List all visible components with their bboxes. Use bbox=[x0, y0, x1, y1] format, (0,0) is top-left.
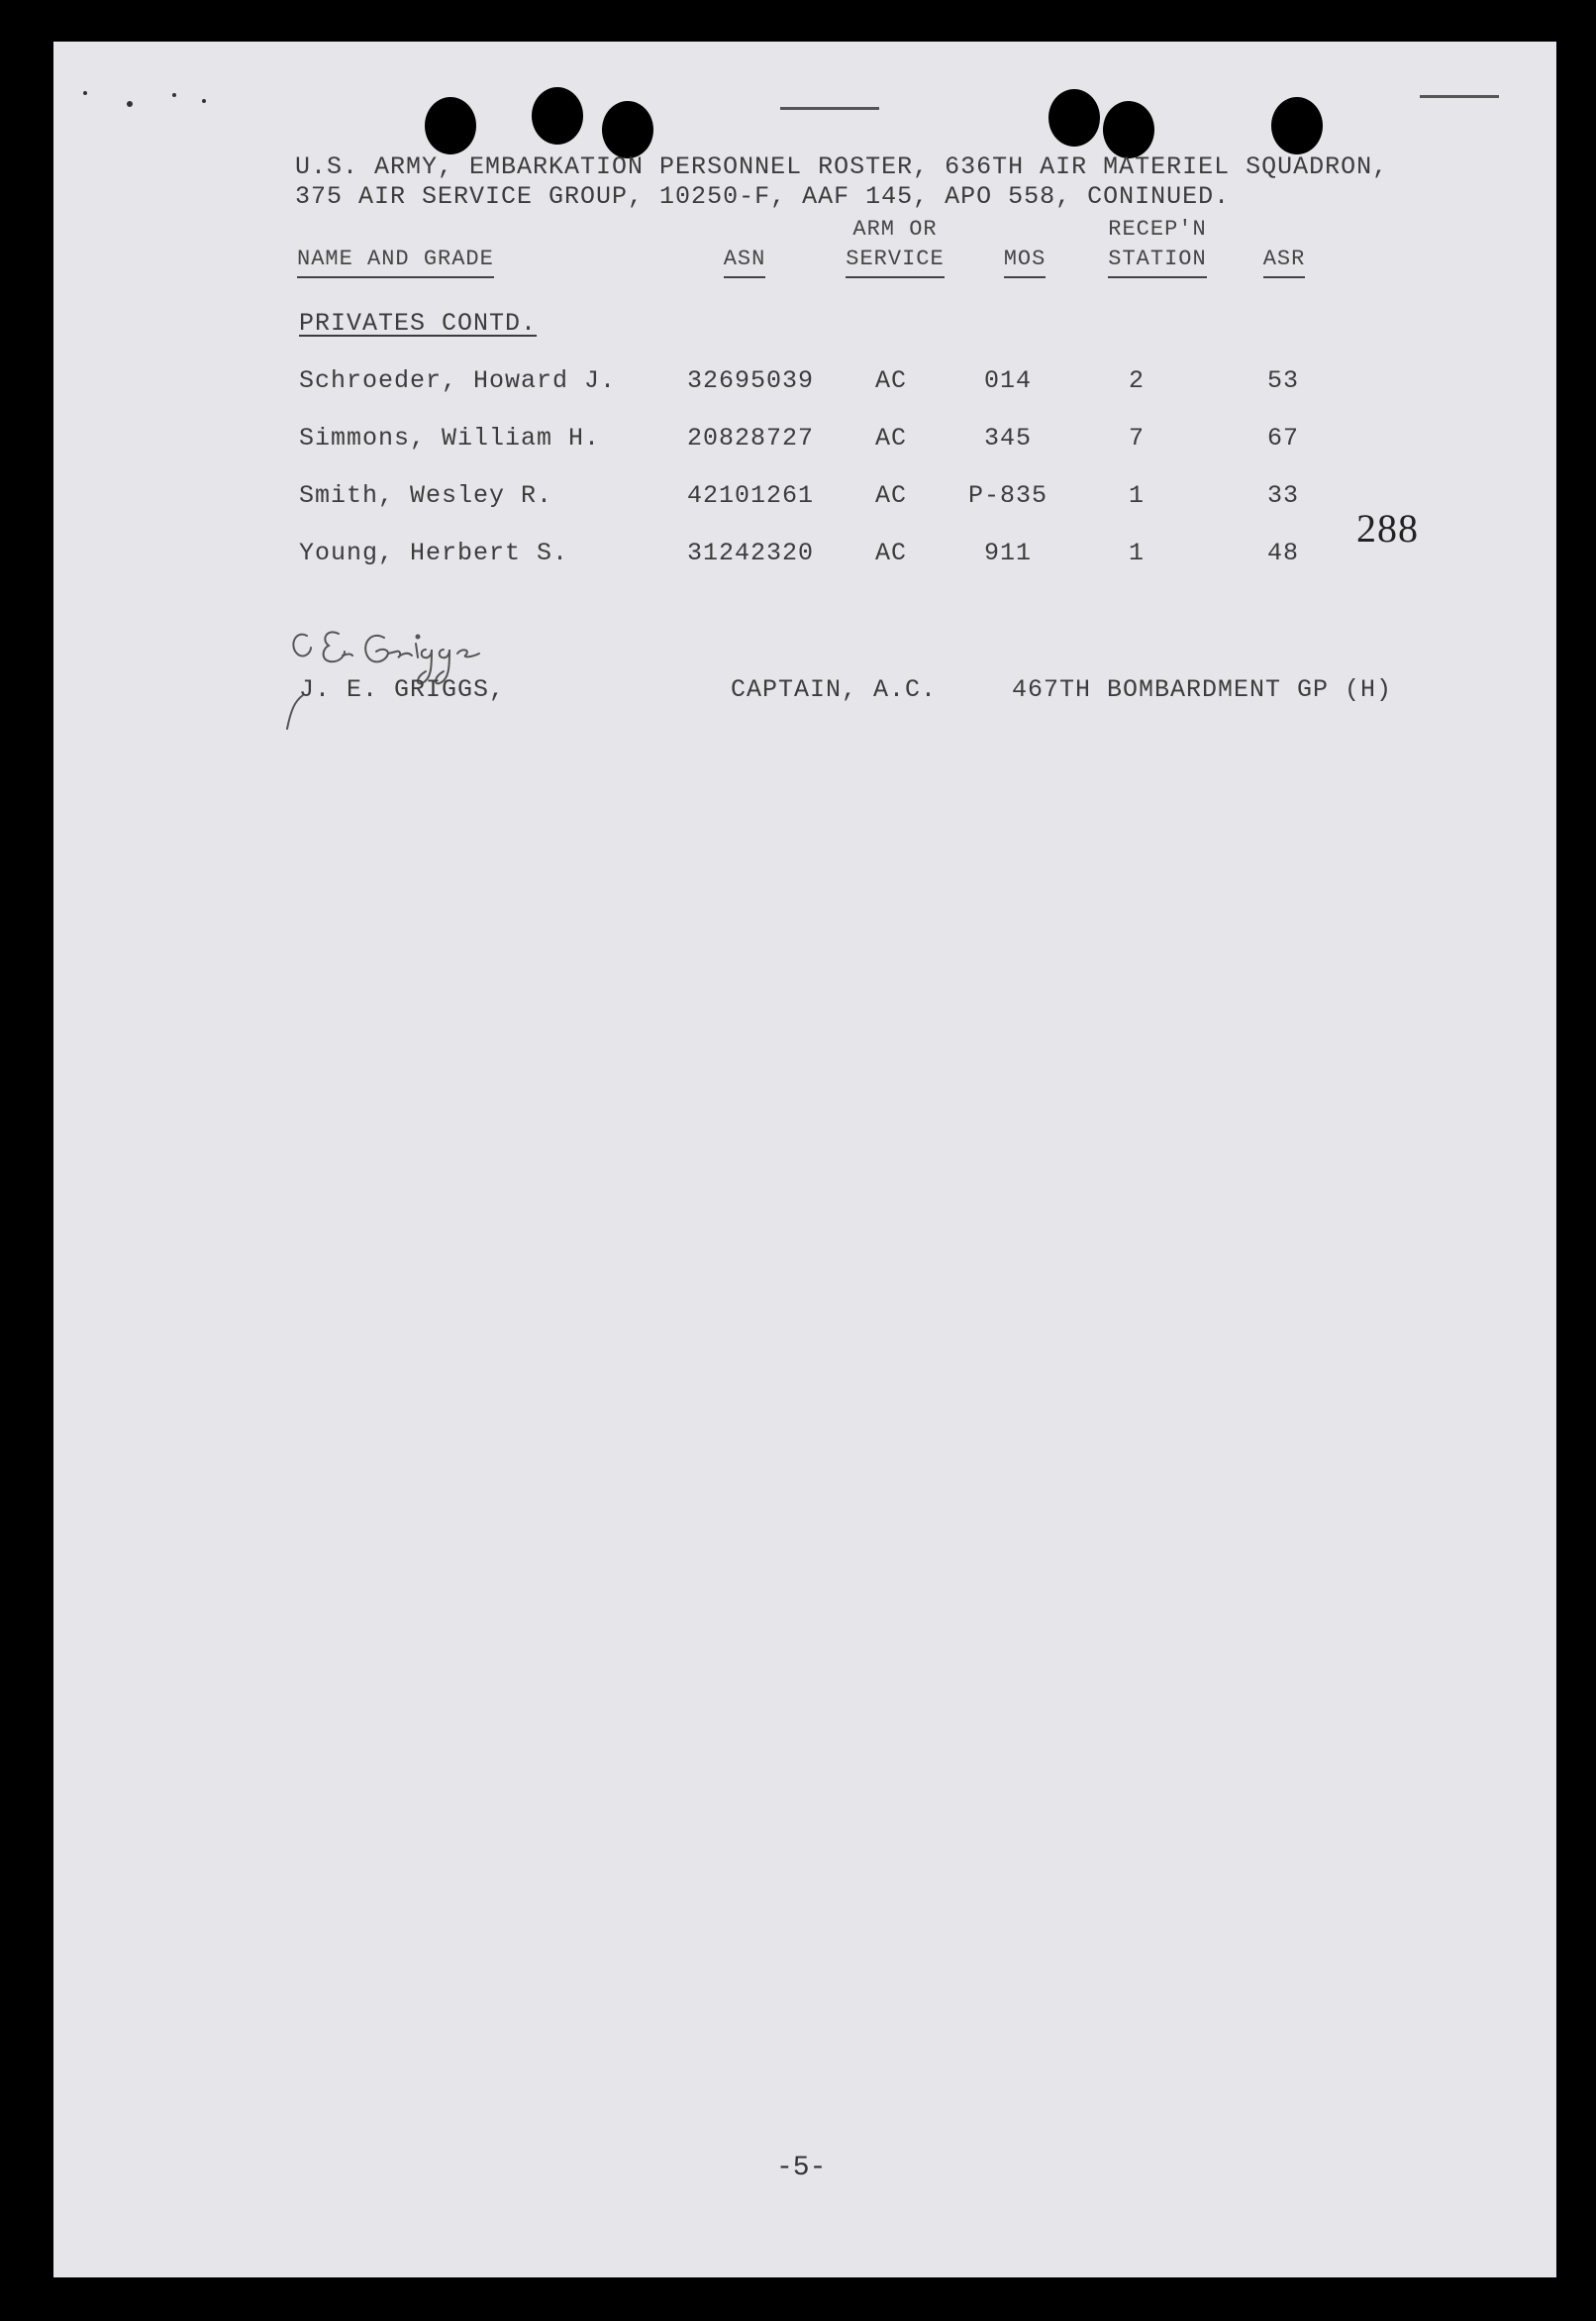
row-mos: P-835 bbox=[968, 481, 1048, 510]
edge-mark bbox=[1420, 95, 1499, 98]
punch-hole bbox=[602, 101, 653, 158]
roster-header-line-2: 375 AIR SERVICE GROUP, 10250-F, AAF 145, APO 558, CONINUED. bbox=[295, 182, 1231, 211]
page-number: -5- bbox=[776, 2153, 827, 2183]
punch-hole bbox=[1271, 97, 1323, 154]
row-arm: AC bbox=[875, 539, 908, 567]
signature-unit: 467TH BOMBARDMENT GP (H) bbox=[1012, 675, 1393, 704]
column-header-asr-label: ASR bbox=[1263, 245, 1306, 278]
punch-hole bbox=[532, 87, 583, 145]
row-arm: AC bbox=[875, 366, 908, 395]
column-header-name-label: NAME AND GRADE bbox=[297, 245, 494, 278]
row-asr: 53 bbox=[1267, 366, 1300, 395]
roster-header-line-1: U.S. ARMY, EMBARKATION PERSONNEL ROSTER, 636TH AIR MATERIEL SQUADRON, bbox=[295, 152, 1389, 181]
signature-typed-name: J. E. GRIGGS, bbox=[299, 675, 506, 704]
column-header-mos bbox=[980, 245, 1069, 278]
row-station: 2 bbox=[1129, 366, 1146, 395]
column-header-station-line2: STATION bbox=[1108, 245, 1206, 278]
row-arm: AC bbox=[875, 481, 908, 510]
row-mos: 014 bbox=[984, 366, 1033, 395]
stamp-number: 288 bbox=[1356, 506, 1419, 551]
column-header-station bbox=[1093, 215, 1222, 278]
row-name: Schroeder, Howard J. bbox=[299, 366, 617, 395]
row-station: 7 bbox=[1129, 424, 1146, 453]
row-station: 1 bbox=[1129, 539, 1146, 567]
row-asr: 33 bbox=[1267, 481, 1300, 510]
document-page bbox=[53, 42, 1556, 2277]
column-header-station-line1: RECEP'N bbox=[1108, 217, 1207, 242]
signature-rank: CAPTAIN, A.C. bbox=[731, 675, 938, 704]
punch-hole bbox=[425, 97, 476, 154]
row-name: Young, Herbert S. bbox=[299, 539, 569, 567]
speck bbox=[127, 101, 133, 107]
edge-mark bbox=[780, 107, 879, 110]
row-asr: 48 bbox=[1267, 539, 1300, 567]
row-asn: 31242320 bbox=[687, 539, 815, 567]
row-name: Simmons, William H. bbox=[299, 424, 601, 453]
row-asn: 20828727 bbox=[687, 424, 815, 453]
row-asr: 67 bbox=[1267, 424, 1300, 453]
row-asn: 42101261 bbox=[687, 481, 815, 510]
column-header-asn bbox=[715, 245, 774, 278]
row-mos: 345 bbox=[984, 424, 1033, 453]
speck bbox=[83, 91, 87, 95]
speck bbox=[172, 93, 176, 97]
row-station: 1 bbox=[1129, 481, 1146, 510]
punch-hole bbox=[1048, 89, 1100, 147]
column-header-name bbox=[297, 245, 494, 278]
column-header-arm bbox=[836, 215, 954, 278]
punch-hole bbox=[1103, 101, 1154, 158]
row-asn: 32695039 bbox=[687, 366, 815, 395]
section-label: PRIVATES CONTD. bbox=[299, 309, 538, 338]
column-header-arm-line2: SERVICE bbox=[846, 245, 944, 278]
column-header-asn-label: ASN bbox=[724, 245, 766, 278]
row-name: Smith, Wesley R. bbox=[299, 481, 553, 510]
column-header-asr bbox=[1259, 245, 1309, 278]
column-header-arm-line1: ARM OR bbox=[852, 217, 938, 242]
column-header-mos-label: MOS bbox=[1004, 245, 1047, 278]
speck bbox=[202, 99, 206, 103]
row-arm: AC bbox=[875, 424, 908, 453]
row-mos: 911 bbox=[984, 539, 1033, 567]
